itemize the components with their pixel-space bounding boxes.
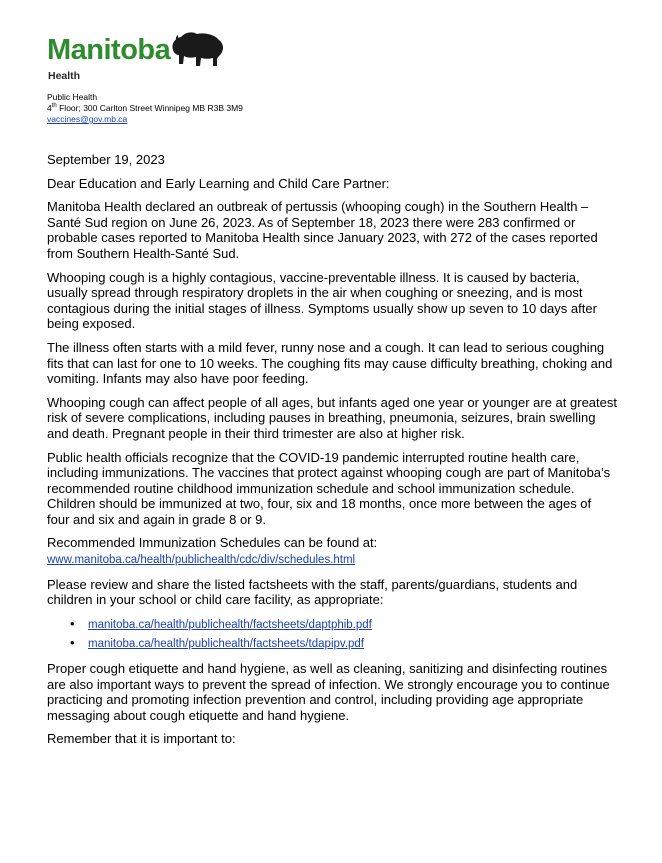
paragraph-risk: Whooping cough can affect people of all ages, but infants aged one year or younger are at greatest risk of severe complications, including pauses in breathing, pneumonia, seizures, brain swelling and death. Pregnant people in their third trimester are also at higher risk. xyxy=(47,394,617,441)
paragraph-symptoms: The illness often starts with a mild fever, runny nose and a cough. It can lead to serious coughing fits that can last for one to 10 weeks. The coughing fits may cause difficulty breathing, choking and vomiting. Infants may also have poor feeding. xyxy=(47,339,613,387)
schedules-intro: Recommended Immunization Schedules can be found at: xyxy=(47,535,378,551)
paragraph-outbreak: Manitoba Health declared an outbreak of pertussis (whooping cough) in the Southern Health – Santé Sud region on June 26, 2023. As of September 18, 2023 there were 283 confirmed or probable cases reported to Manitoba Health since January 2023, with 272 of the cases reported from Southern Health-Santé Sud. xyxy=(47,199,598,261)
list-item xyxy=(88,635,617,653)
street-address xyxy=(47,103,243,114)
address-floor: 4 xyxy=(47,103,52,113)
address-floor-suffix: th xyxy=(51,103,57,110)
logo-wordmark: Manitoba xyxy=(47,34,171,66)
letter-date: September 19, 2023 xyxy=(47,152,165,167)
email-link[interactable]: vaccines@gov.mb.ca xyxy=(47,114,128,124)
letter-body xyxy=(47,152,617,755)
schedules-link[interactable]: www.manitoba.ca/health/publichealth/cdc/div/schedules.html xyxy=(47,554,356,567)
paragraph-remember: Remember that it is important to: xyxy=(47,731,236,747)
paragraph-schedules xyxy=(47,535,617,568)
paragraph-description: Whooping cough is a highly contagious, vaccine-preventable illness. It is caused by bacteria, usually spread through respiratory droplets in the air when coughing or sneezing, and is most contagious during the initial stages of illness. Symptoms usually show up seven to 10 days after being exposed. xyxy=(47,269,597,332)
factsheet-link-tdapipv[interactable]: manitoba.ca/health/publichealth/factsheets/tdapipv.pdf xyxy=(88,638,364,651)
manitoba-health-logo xyxy=(47,28,227,84)
address-rest: Floor; 300 Carlton Street Winnipeg MB R3B 3M9 xyxy=(56,103,243,113)
factsheet-link-daptphib[interactable]: manitoba.ca/health/publichealth/factsheets/daptphib.pdf xyxy=(88,618,372,631)
department-name: Public Health xyxy=(47,92,98,102)
paragraph-hygiene: Proper cough etiquette and hand hygiene, as well as cleaning, sanitizing and disinfecting routines are also important ways to prevent the spread of infection. We strongly encourage you to continue practicing and promoting infection prevention and control, including providing age appropriate messaging about cough etiquette and hand hygiene. xyxy=(47,661,610,723)
list-item xyxy=(88,616,617,634)
factsheet-list xyxy=(47,616,617,653)
logo-health-label: Health xyxy=(48,70,81,82)
letter-salutation: Dear Education and Early Learning and Child Care Partner: xyxy=(47,175,390,191)
bison-icon xyxy=(167,28,225,68)
sender-address xyxy=(47,92,243,125)
paragraph-factsheets: Please review and share the listed factsheets with the staff, parents/guardians, students and children in your school or child care facility, as appropriate: xyxy=(47,576,578,608)
paragraph-immunization: Public health officials recognize that the COVID-19 pandemic interrupted routine health care, including immunizations. The vaccines that protect against whooping cough are part of Manitoba’s recommended routine childhood immunization schedule and school immunization schedule. Children should be immunized at two, four, six and 18 months, once more between the ages of four and six and again in grade 8 or 9. xyxy=(47,449,611,527)
